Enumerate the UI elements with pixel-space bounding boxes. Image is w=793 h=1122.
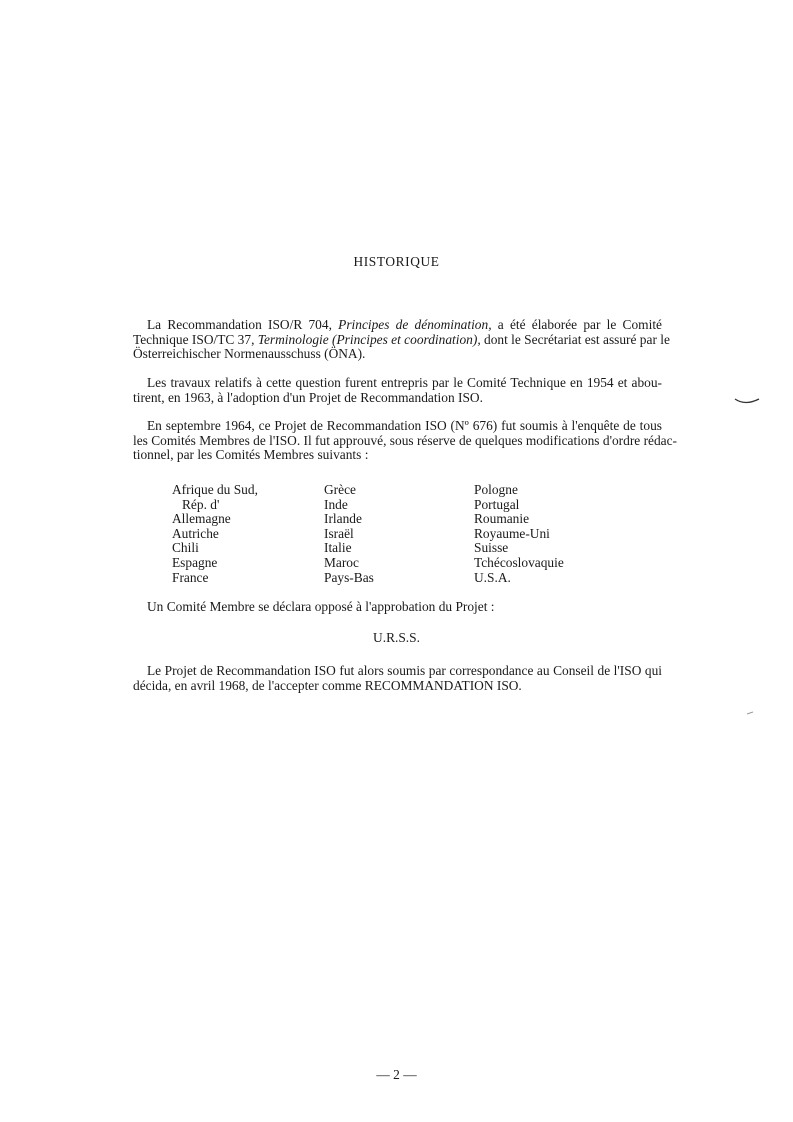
country: France: [172, 569, 209, 585]
section-title: HISTORIQUE: [353, 254, 440, 269]
opposing-country: U.R.S.S.: [373, 630, 420, 645]
paragraph-line: Le Projet de Recommandation ISO fut alors soumis par correspondance au Conseil de l'ISO qui: [147, 663, 662, 678]
country: Suisse: [474, 540, 509, 556]
paragraph-line: [133, 331, 670, 348]
paragraph-opposition: [133, 600, 662, 615]
italic-title: Terminologie (Principes et coordination),: [257, 331, 481, 347]
text-run: a été élaborée par le Comité: [491, 317, 662, 332]
country: Pays-Bas: [324, 569, 374, 585]
text-run: Technique ISO/TC 37,: [133, 331, 258, 347]
country: Tchécoslovaquie: [474, 554, 564, 570]
countries-column-1: [172, 483, 258, 585]
country: Allemagne: [172, 511, 231, 527]
country: Royaume-Uni: [474, 525, 550, 541]
country: Espagne: [172, 554, 218, 570]
page-number: — 2 —: [376, 1067, 417, 1082]
country: Inde: [324, 496, 348, 512]
paragraph-vote: [133, 418, 678, 463]
paragraph-line: Les travaux relatifs à cette question furent entrepris par le Comité Technique en 1954 et abou-: [147, 375, 662, 390]
countries-column-3: [474, 483, 564, 585]
paragraph-acceptance: [133, 664, 662, 693]
paragraph-line: Österreichischer Normenausschuss (ÖNA).: [133, 346, 366, 362]
italic-title: Principes de dénomination,: [338, 317, 492, 332]
paragraph-line: tirent, en 1963, à l'adoption d'un Projet de Recommandation ISO.: [133, 389, 483, 405]
paragraph-origin: [133, 317, 670, 362]
paragraph-line: les Comités Membres de l'ISO. Il fut approuvé, sous réserve de quelques modifications d'ordre rédac-: [133, 432, 678, 448]
paragraph-line: décida, en avril 1968, de l'accepter comme RECOMMANDATION ISO.: [133, 677, 522, 693]
paragraph-line: [133, 318, 662, 333]
text-run: La Recommandation ISO/R 704,: [147, 317, 339, 332]
country: Italie: [324, 540, 352, 556]
scan-artifact-mark: [733, 396, 763, 408]
text-run: dont le Secrétariat est assuré par le: [480, 331, 670, 347]
paragraph-work: [133, 376, 662, 405]
country: Israël: [324, 525, 354, 541]
country: Grèce: [324, 482, 356, 497]
country: Maroc: [324, 554, 359, 570]
country: Portugal: [474, 496, 520, 512]
country: Chili: [172, 540, 199, 556]
country: Autriche: [172, 525, 219, 541]
country: Pologne: [474, 482, 518, 497]
scan-artifact-mark: [744, 708, 760, 718]
paragraph-line: tionnel, par les Comités Membres suivants :: [133, 447, 369, 463]
countries-column-2: [324, 483, 374, 585]
country: Roumanie: [474, 511, 530, 527]
paragraph-line: Un Comité Membre se déclara opposé à l'approbation du Projet :: [147, 599, 495, 614]
paragraph-line: En septembre 1964, ce Projet de Recommandation ISO (Nº 676) fut soumis à l'enquête de tous: [147, 418, 662, 433]
country: Irlande: [324, 511, 362, 527]
country: Rép. d': [182, 496, 220, 512]
country: U.S.A.: [474, 569, 511, 585]
country: Afrique du Sud,: [172, 482, 258, 497]
